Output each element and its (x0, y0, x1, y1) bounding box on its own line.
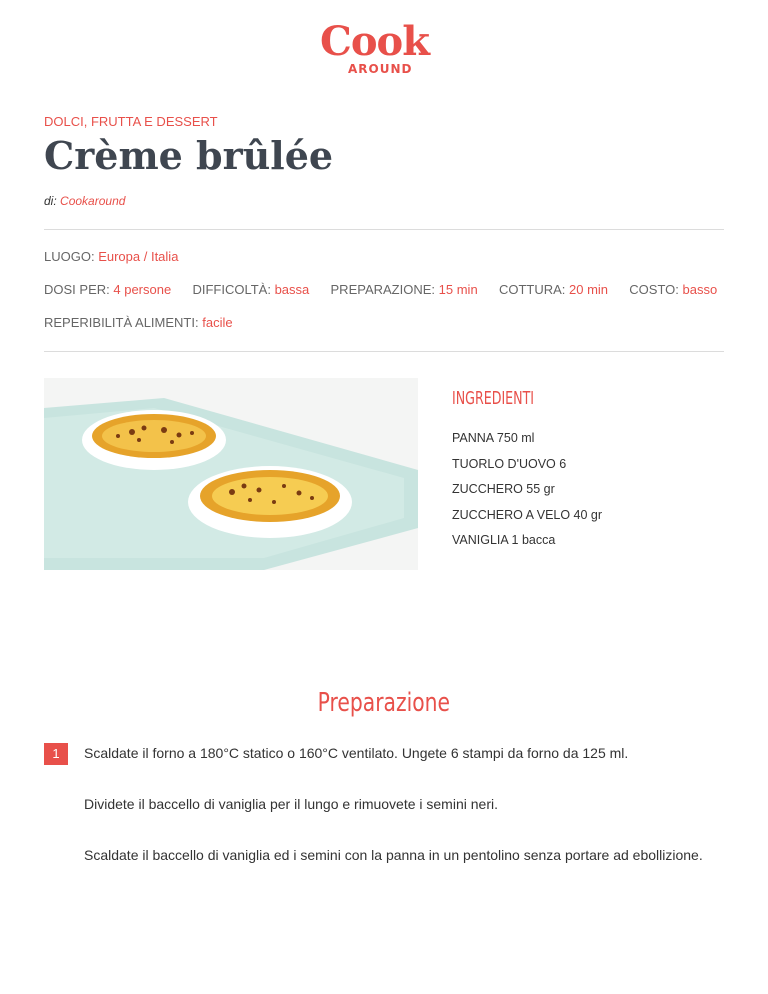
luogo-value[interactable]: Europa / Italia (98, 249, 179, 264)
preparazione-label: PREPARAZIONE: (330, 282, 436, 297)
step-number-badge: 1 (44, 743, 68, 765)
ingredient-item: ZUCCHERO 55 gr (452, 482, 555, 496)
costo-label: COSTO: (629, 282, 679, 297)
meta-row (44, 282, 717, 297)
ingredient-item: TUORLO D'UOVO 6 (452, 456, 567, 471)
step-paragraph: Dividete il baccello di vaniglia per il lungo e rimuovete i semini neri. (84, 796, 498, 812)
difficolta-value: bassa (274, 282, 310, 297)
preparation-heading (0, 688, 768, 718)
step-paragraph: Scaldate il forno a 180°C statico o 160°C ventilato. Ungete 6 stampi da forno da 125 ml. (84, 745, 629, 761)
reperibilita-label: REPERIBILITÀ ALIMENTI: (44, 315, 199, 330)
cottura-label: COTTURA: (498, 282, 566, 297)
ingredients-heading: INGREDIENTI (452, 388, 535, 409)
dosi-label: DOSI PER: (44, 282, 110, 297)
costo-value: basso (682, 282, 718, 297)
reperibilita-value: facile (202, 315, 233, 330)
preparation-heading-text: Preparazione (317, 688, 451, 718)
ingredient-item: PANNA 750 ml (452, 431, 535, 445)
logo-word-cook: Cook (320, 18, 429, 65)
author-prefix: di: (44, 194, 57, 208)
ingredient-item: ZUCCHERO A VELO 40 gr (452, 507, 603, 522)
ingredient-item: VANIGLIA 1 bacca (452, 533, 556, 547)
divider-bottom (44, 351, 724, 352)
recipe-title: Crème brûlée (44, 133, 334, 178)
recipe-author (44, 194, 125, 208)
logo-word-around: AROUND (348, 62, 413, 76)
luogo-label: LUOGO: (44, 249, 95, 264)
recipe-category[interactable]: DOLCI, FRUTTA E DESSERT (44, 114, 218, 129)
cookaround-logo[interactable] (318, 18, 450, 82)
meta-luogo (44, 249, 178, 264)
step-paragraph: Scaldate il baccello di vaniglia ed i semini con la panna in un pentolino senza portare ad ebollizione. (84, 847, 703, 863)
meta-reperibilita (44, 315, 233, 330)
author-link[interactable]: Cookaround (60, 194, 126, 208)
difficolta-label: DIFFICOLTÀ: (192, 282, 271, 297)
cottura-value: 20 min (569, 282, 609, 297)
dosi-value: 4 persone (113, 282, 172, 297)
preparazione-value: 15 min (438, 282, 478, 297)
divider-top (44, 229, 724, 230)
recipe-photo (44, 378, 418, 570)
ingredients-list (452, 430, 602, 558)
